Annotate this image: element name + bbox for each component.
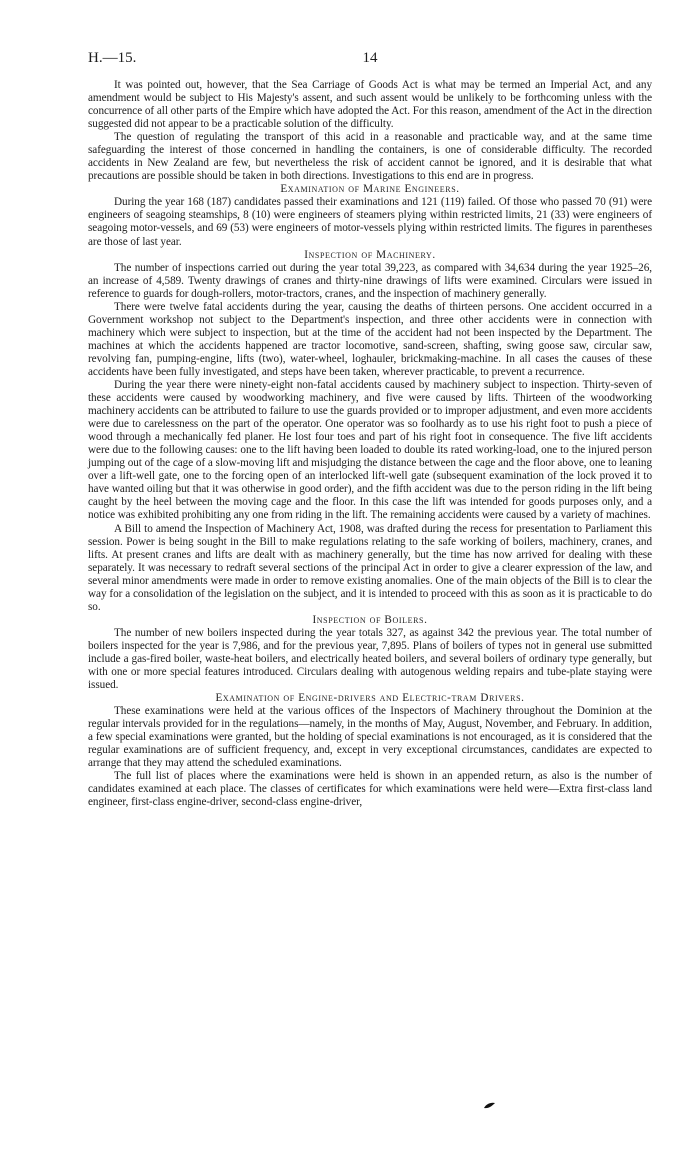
paragraph: These examinations were held at the various offices of the Inspectors of Machinery throughout the Dominion at the regular intervals provided for in the regulations—namely, in the months of May, August, November, and February. In addition, a few special examinations were granted, but the holding of special examinations is not encouraged, as it is considered that the regular examinations are of sufficient frequency, and, except in very exceptional circumstances, candidates are expected to arrange that they may attend the scheduled examinations. (88, 705, 652, 770)
ink-blot-mark (483, 1102, 496, 1110)
paragraph: There were twelve fatal accidents during the year, causing the deaths of thirteen persons. One accident occurred in a Government workshop not subject to the Department's inspection, and three other accidents were in connection with machinery which were subject to inspection, but at the time of the accident had not been inspected by the Department. The machines at which the accidents happened are tractor locomotive, sand-screen, shafting, swing goose saw, circular saw, revolving fan, pumping-engine, lifts (two), water-wheel, loghauler, brickmaking-machine. In all cases the causes of these accidents have been fully investigated, and steps have been taken, wherever practicable, to prevent a recurrence. (88, 300, 652, 378)
paragraph: It was pointed out, however, that the Sea Carriage of Goods Act is what may be termed an Imperial Act, and any amendment would be subject to His Majesty's assent, and such assent would be unlikely to be forthcoming unless with the concurrence of all other parts of the Empire which have adopted the Act. For this reason, amendment of the Act in the direction suggested did not appear to be a practicable solution of the difficulty. (88, 79, 652, 131)
paragraph: During the year 168 (187) candidates passed their examinations and 121 (119) failed. Of those who passed 70 (91) were engineers of seagoing steamships, 8 (10) were engineers of steamers plying within restricted limits, 21 (33) were engineers of seagoing motor-vessels, and 69 (53) were engineers of motor-vessels plying within restricted limits. The figures in parentheses are those of last year. (88, 196, 652, 248)
page-header (88, 50, 652, 70)
section-heading-engine-drivers: Examination of Engine-drivers and Electric-tram Drivers. (215, 692, 525, 705)
paragraph: The number of inspections carried out during the year total 39,223, as compared with 34,634 during the year 1925–26, an increase of 4,589. Twenty drawings of cranes and thirty-nine drawings of lifts were examined. Circulars were issued in reference to guards for dough-rollers, motor-tractors, cranes, and the inspection of machinery generally. (88, 261, 652, 300)
section-heading-marine-engineers: Examination of Marine Engineers. (280, 183, 460, 196)
page-number: 14 (362, 50, 378, 66)
paragraph: The question of regulating the transport of this acid in a reasonable and practicable way, and at the same time safeguarding the interest of those concerned in handling the containers, is one of considerable difficulty. The recorded accidents in New Zealand are few, but nevertheless the risk of accident cannot be ignored, and it is desirable that what precautions are possible should be taken in both directions. Investigations to this end are in progress. (88, 131, 652, 183)
paragraph: A Bill to amend the Inspection of Machinery Act, 1908, was drafted during the recess for presentation to Parliament this session. Power is being sought in the Bill to make regulations relating to the safe working of boilers, machinery, cranes, and lifts. At present cranes and lifts are dealt with as machinery generally, but the time has now arrived for dealing with these separately. It was necessary to redraft several sections of the principal Act in order to give a clearer expression of the law, and several minor amendments were made in order to remove existing anomalies. One of the main objects of the Bill is to clear the way for a consolidation of the legislation on the subject, and it is intended to proceed with this as soon as it is practicable to do so. (88, 522, 652, 613)
section-heading-boilers: Inspection of Boilers. (312, 613, 428, 626)
report-reference: H.—15. (88, 50, 137, 66)
paragraph: The full list of places where the examinations were held is shown in an appended return, as also is the number of candidates examined at each place. The classes of certificates for which examinations were held were—Extra first-class land engineer, first-class engine-driver, second-class engine-driver, (88, 770, 652, 809)
section-heading-machinery: Inspection of Machinery. (304, 248, 436, 261)
paragraph: The number of new boilers inspected during the year totals 327, as against 342 the previous year. The total number of boilers inspected for the year is 7,986, and for the previous year, 7,895. Plans of boilers of types not in general use submitted include a gas-fired boiler, waste-heat boilers, and electrically heated boilers, and several boilers of ordinary type generally, but with one or more special features introduced. Circulars dealing with autogenous welding repairs and tube-plate staying were issued. (88, 626, 652, 692)
paragraph: During the year there were ninety-eight non-fatal accidents caused by machinery subject to inspection. Thirty-seven of these accidents were caused by woodworking machinery, and five were caused by lifts. Thirteen of the woodworking machinery accidents can be attributed to failure to use the guards provided or to improper adjustment, and even more accidents were due to carelessness on the part of the operator. One operator was so foolhardy as to use his right foot to push a piece of wood through a mechanically fed planer. He lost four toes and part of his right foot in consequence. The five lift accidents were due to the following causes: one to the lift having been loaded to double its rated working-load, one to the injured person jumping out of the cage of a slow-moving lift and misjudging the distance between the cage and the floor above, one to leaning over a lift-well gate, one to the forcing open of an interlocked lift-well gate (subsequent examination of the lock proved it to have wanted oiling but that it was otherwise in good order), and the fifth accident was due to the person riding in the lift being caught by the heel between the moving cage and the floor. In this case the lift was intended for goods purposes only, and a notice was exhibited prohibiting any one from riding in the lift. The remaining accidents were caused by a variety of machines. (88, 378, 652, 522)
document-body (88, 79, 652, 809)
